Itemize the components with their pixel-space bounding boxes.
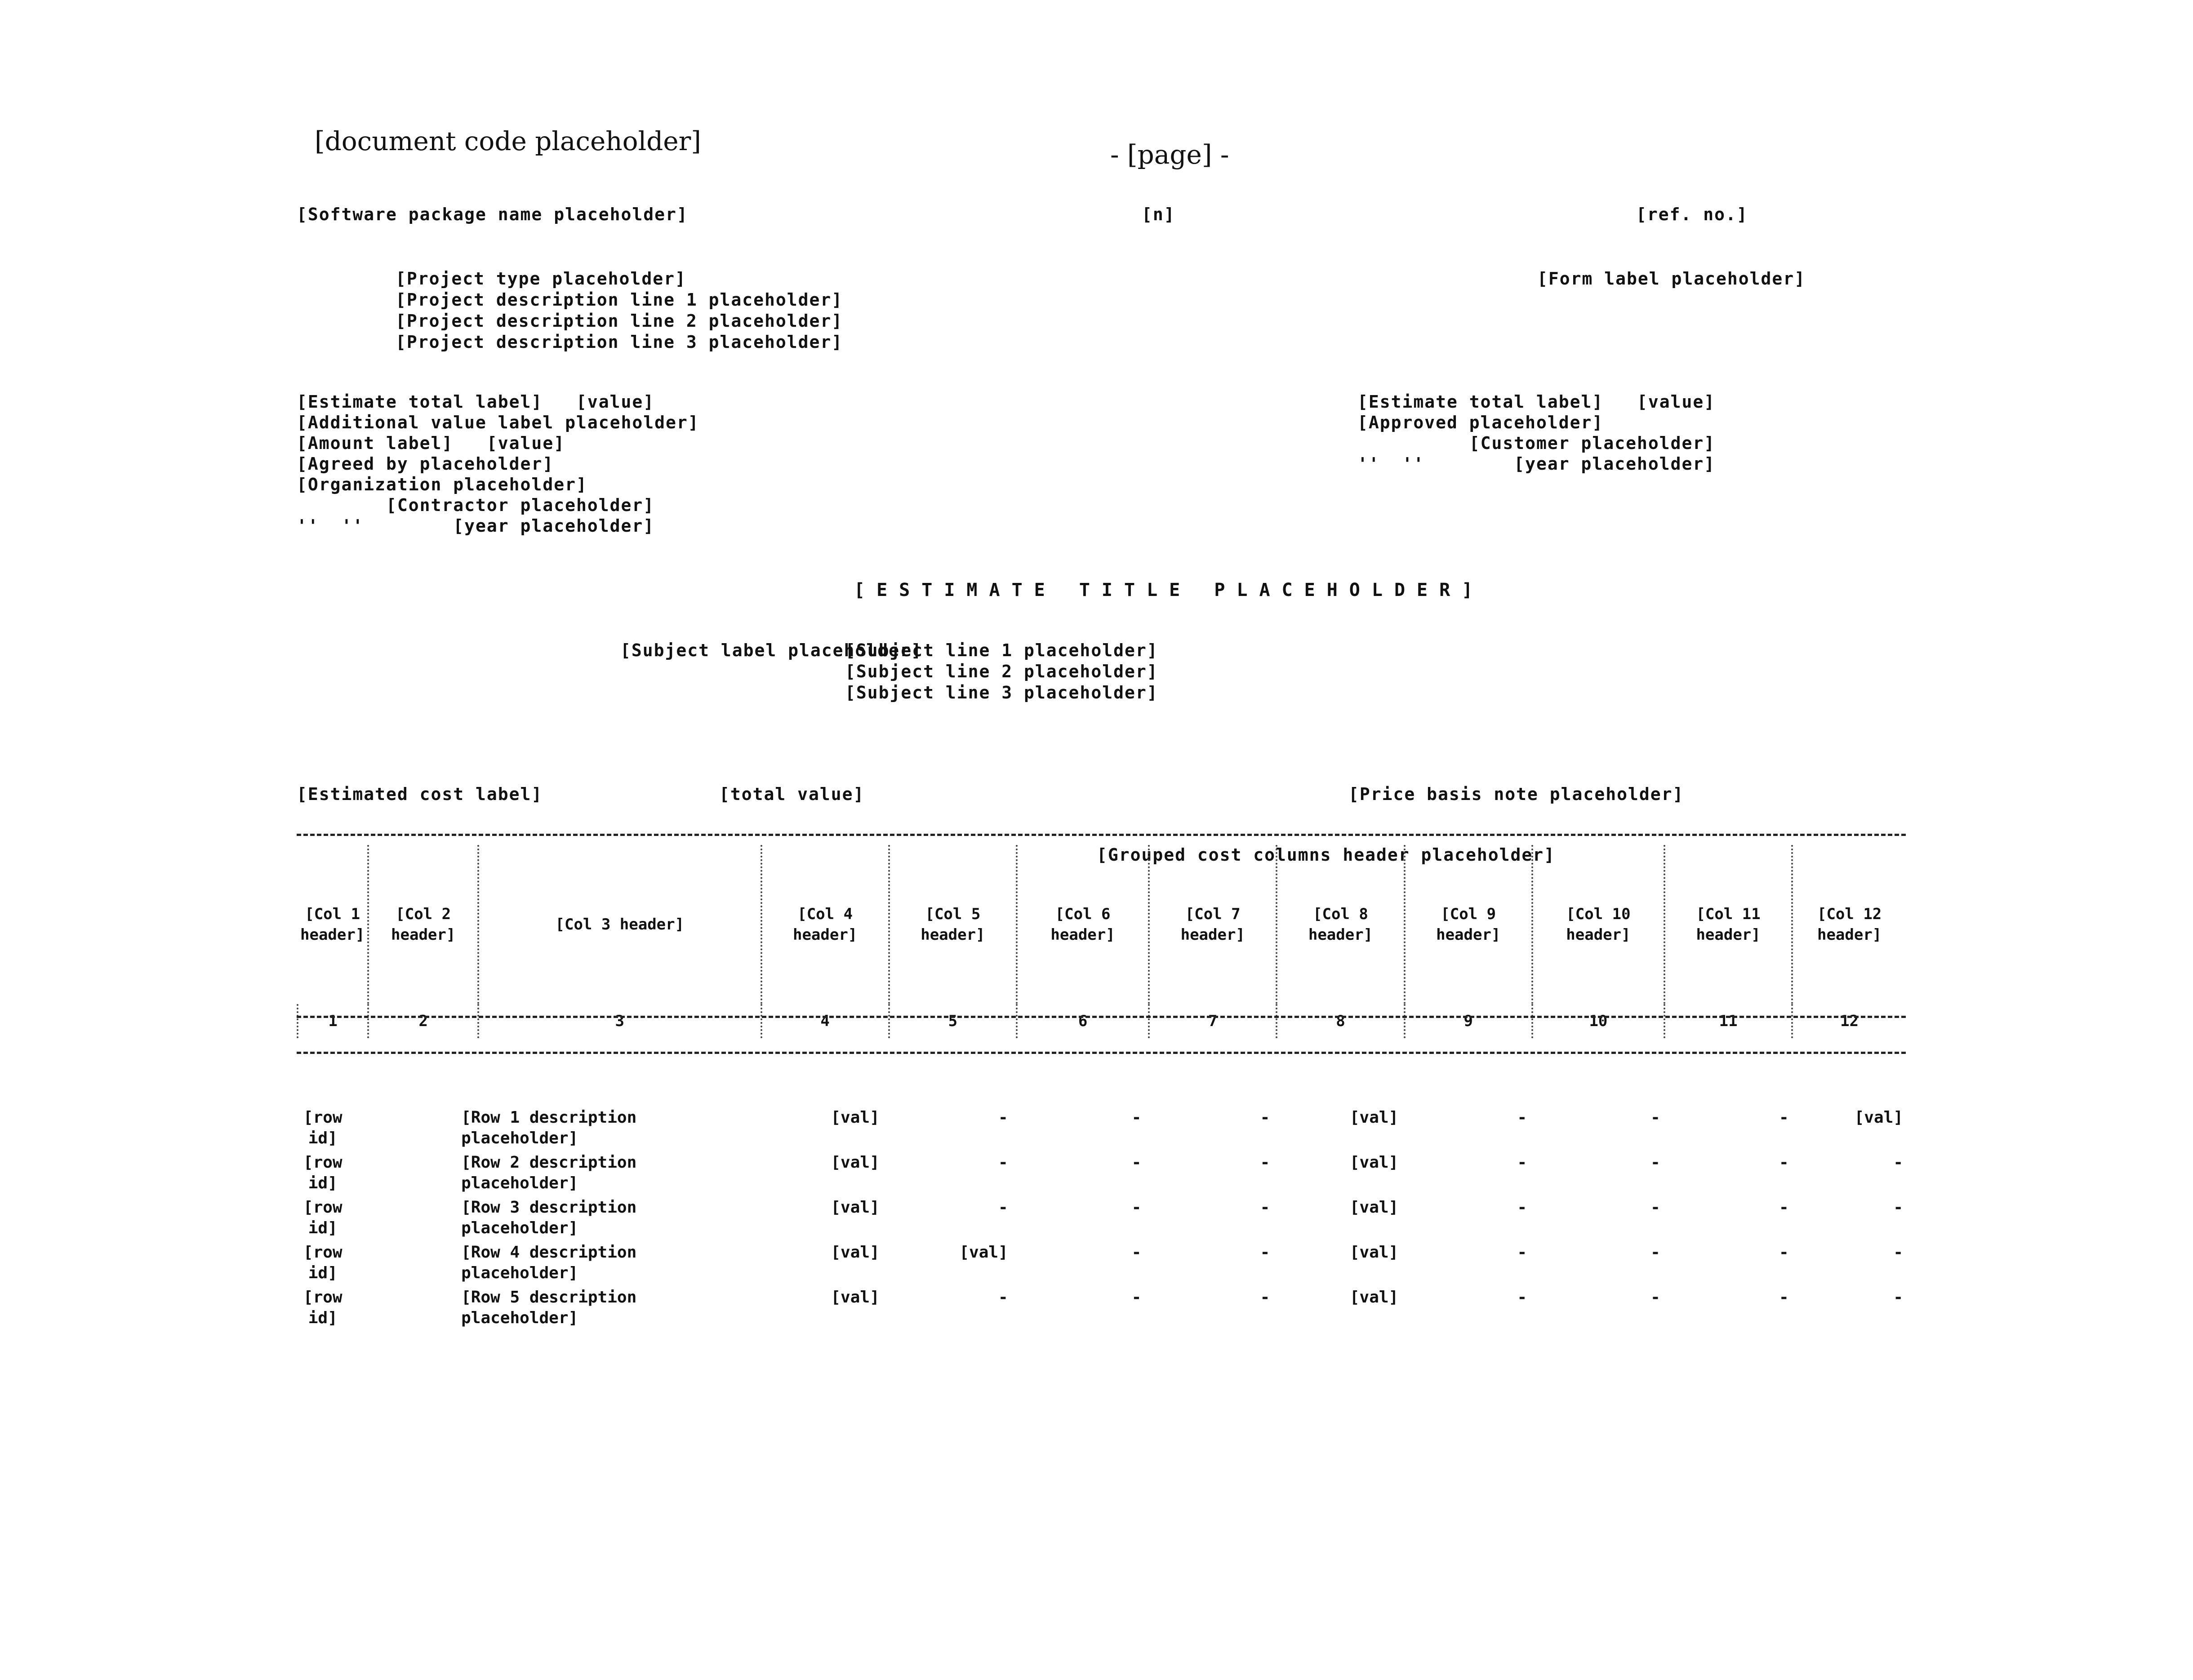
column-header: [Col 11 header] [1664,845,1792,1004]
document-code: [document code placeholder] [315,126,701,156]
software-line: [Software package name placeholder] [297,204,688,224]
cost-cell: - [1517,1243,1527,1262]
column-header: [Col 6 header] [1017,845,1149,1004]
column-number: 10 [1532,1004,1664,1038]
cost-cell: - [1650,1153,1660,1172]
cost-cell: - [1779,1198,1789,1217]
cost-cell: [val] [831,1288,880,1307]
approval-left-line: [Estimate total label] [value] [297,392,655,412]
cost-cell: - [1517,1198,1527,1217]
cost-cell: - [1517,1153,1527,1172]
column-header: [Col 2 header] [368,845,478,1004]
table-row [297,1196,1906,1240]
column-header: [Col 1 header] [300,905,365,944]
cost-cell: - [1260,1288,1270,1307]
cost-cell: - [1517,1108,1527,1127]
cost-cell: - [998,1153,1008,1172]
spacer-cell [349,1196,459,1240]
cost-cell: - [1893,1198,1903,1217]
cost-cell: - [1650,1243,1660,1262]
project-line: [Project type placeholder] [396,269,686,289]
spacer-cell [349,1285,459,1330]
cost-cell: - [1779,1153,1789,1172]
estimate-title: [ESTIMATE TITLE PLACEHOLDER] [854,580,1485,600]
table-row [297,1106,1906,1151]
cost-cell: [val] [831,1153,880,1172]
cost-cell: - [1650,1108,1660,1127]
row-description: [Row 2 description placeholder] [461,1153,637,1192]
cost-cell: [val] [959,1243,1008,1262]
cost-cell: [val] [1854,1108,1903,1127]
column-header: [Col 10 header] [1532,845,1664,1004]
project-line: [Project description line 1 placeholder] [396,290,843,310]
cost-cell: - [998,1108,1008,1127]
row-description: [Row 3 description placeholder] [461,1198,637,1237]
subject-line: [Subject line 3 placeholder] [845,683,1158,702]
cost-cell: [val] [1349,1198,1399,1217]
price-basis-note: [Price basis note placeholder] [1348,784,1684,804]
column-header: [Col 12 header] [1792,845,1906,1004]
approval-left-line: [Contractor placeholder] [297,495,655,515]
page-number: - [page] - [1110,139,1229,170]
cost-cell: - [1131,1243,1142,1262]
subject-line: [Subject line 1 placeholder] [845,640,1158,660]
estimated-cost-value: [total value] [719,784,865,804]
column-header: [Col 4 header] [761,845,889,1004]
cost-cell: [val] [831,1198,880,1217]
header-bottom-rule [297,1016,1906,1018]
numbers-bottom-rule [297,1052,1906,1054]
column-number: 3 [478,1004,761,1038]
column-number-row [298,1004,1906,1038]
header-row [298,845,1906,1004]
cost-cell: - [1260,1243,1270,1262]
spacer-cell [349,1106,459,1151]
row-number: [row id] [303,1198,343,1237]
row-number: [row id] [303,1108,343,1147]
cost-cell: [val] [1349,1153,1399,1172]
row-description: [Row 4 description placeholder] [461,1243,637,1282]
column-header: [Col 3 header] [478,845,761,1004]
approval-right-line: [Estimate total label] [value] [1357,392,1716,412]
column-number: 11 [1664,1004,1792,1038]
cost-cell: - [1650,1288,1660,1307]
cost-cell: - [1893,1153,1903,1172]
cost-cell: - [1131,1153,1142,1172]
cost-cell: - [1131,1198,1142,1217]
column-number: 7 [1149,1004,1277,1038]
table-row [297,1285,1906,1330]
cost-cell: - [1131,1108,1142,1127]
form-label: [Form label placeholder] [1537,269,1806,289]
subject-label: [Subject label placeholder] [620,640,922,660]
cost-cell: - [1893,1288,1903,1307]
cost-cell: - [1517,1288,1527,1307]
cost-cell: - [1779,1288,1789,1307]
estimate-table-header [297,845,1906,1038]
column-number: 12 [1792,1004,1906,1038]
column-number: 9 [1405,1004,1532,1038]
row-number: [row id] [303,1288,343,1327]
cost-cell: - [1260,1198,1270,1217]
reference-number: [ref. no.] [1636,204,1748,224]
cost-cell: - [1779,1243,1789,1262]
cost-cell: - [998,1288,1008,1307]
row-number: [row id] [303,1243,343,1282]
subject-line: [Subject line 2 placeholder] [845,662,1158,681]
cost-cell: - [1260,1108,1270,1127]
approval-left-line: [Additional value label placeholder] [297,413,699,432]
column-number: 4 [761,1004,889,1038]
cost-cell: [val] [831,1108,880,1127]
column-number: 2 [368,1004,478,1038]
cost-cell: - [1260,1153,1270,1172]
approval-left-line: [Agreed by placeholder] [297,454,554,474]
project-line: [Project description line 2 placeholder] [396,311,843,331]
table-row [297,1151,1906,1196]
table-top-rule [297,834,1906,836]
approval-right-line: [Approved placeholder] [1357,413,1604,432]
row-description: [Row 5 description placeholder] [461,1288,637,1327]
grouped-cost-header: [Grouped cost columns header placeholder] [1097,845,1555,865]
column-number: 1 [298,1004,368,1038]
cost-cell: - [1650,1198,1660,1217]
column-number: 6 [1017,1004,1149,1038]
cost-cell: - [1131,1288,1142,1307]
cost-cell: - [1779,1108,1789,1127]
spacer-cell [349,1240,459,1285]
cost-cell: - [998,1198,1008,1217]
row-number: [row id] [303,1153,343,1192]
cost-cell: [val] [831,1243,880,1262]
cost-cell: [val] [1349,1243,1399,1262]
cost-cell: [val] [1349,1108,1399,1127]
cost-cell: [val] [1349,1288,1399,1307]
approval-left-line: [Organization placeholder] [297,475,587,494]
table-row [297,1240,1906,1285]
column-header: [Col 5 header] [889,845,1017,1004]
column-number: 8 [1277,1004,1404,1038]
sheet-number: [n] [1142,204,1175,224]
row-description: [Row 1 description placeholder] [461,1108,637,1147]
approval-right-line: [Customer placeholder] [1357,433,1716,453]
estimated-cost-label: [Estimated cost label] [297,784,543,804]
estimate-table-body [297,1106,1906,1330]
column-header: [Col 9 header] [1405,845,1532,1004]
approval-right-line: '' '' [year placeholder] [1357,454,1716,474]
column-header: [Col 7 header] [1149,845,1277,1004]
cost-cell: - [1893,1243,1903,1262]
approval-left-line: [Amount label] [value] [297,433,565,453]
approval-left-line: '' '' [year placeholder] [297,516,655,536]
column-number: 5 [889,1004,1017,1038]
spacer-cell [349,1151,459,1196]
column-header: [Col 8 header] [1277,845,1404,1004]
project-line: [Project description line 3 placeholder] [396,332,843,352]
